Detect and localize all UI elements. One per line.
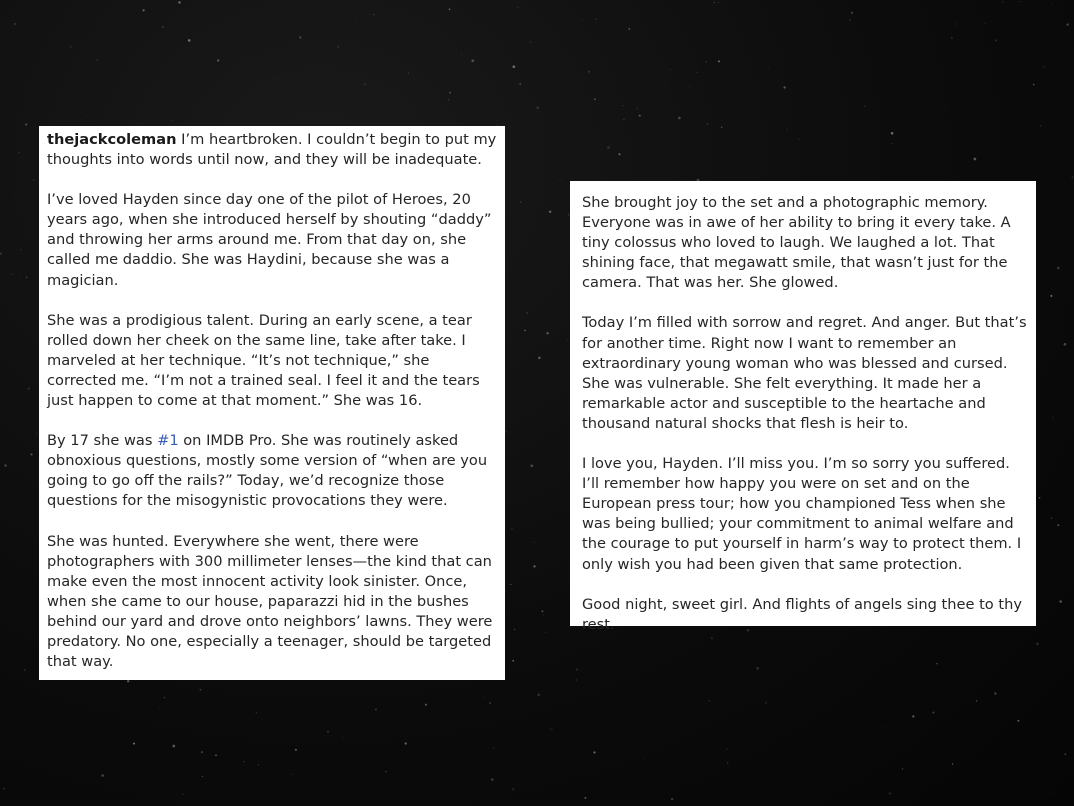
rank-text-before: By 17 she was xyxy=(47,432,158,450)
dust-speck xyxy=(727,762,728,763)
dust-speck xyxy=(1039,720,1040,721)
dust-speck xyxy=(798,138,800,140)
dust-speck xyxy=(1020,1,1021,2)
dust-speck xyxy=(671,798,673,800)
dust-speck xyxy=(19,152,21,154)
dust-speck xyxy=(576,668,578,670)
dust-speck xyxy=(714,2,716,4)
dust-speck xyxy=(705,61,707,63)
dust-speck xyxy=(514,629,515,630)
dust-speck xyxy=(696,72,698,74)
dust-speck xyxy=(1044,265,1045,266)
dust-speck xyxy=(536,107,539,110)
post-username[interactable]: thejackcoleman xyxy=(47,131,177,148)
dust-speck xyxy=(4,464,6,466)
dust-speck xyxy=(567,760,568,761)
dust-speck xyxy=(127,680,129,682)
dust-speck xyxy=(765,702,766,703)
dust-speck xyxy=(36,432,38,434)
dust-speck xyxy=(11,273,13,275)
dust-speck xyxy=(519,83,521,85)
dust-speck xyxy=(985,23,986,24)
dust-speck xyxy=(955,23,956,24)
dust-speck xyxy=(1066,23,1068,25)
dust-speck xyxy=(727,749,728,750)
post-paragraph: Good night, sweet girl. And flights of angels sing thee to thy rest. xyxy=(582,595,1022,633)
dust-speck xyxy=(143,9,145,11)
dust-speck xyxy=(567,339,568,340)
dust-speck xyxy=(31,453,33,455)
dust-speck xyxy=(520,201,521,202)
dust-speck xyxy=(0,253,2,255)
dust-speck xyxy=(1044,230,1045,231)
dust-speck xyxy=(28,387,30,389)
dust-speck xyxy=(299,36,301,38)
dust-speck xyxy=(7,156,8,157)
dust-speck xyxy=(273,80,274,81)
dust-speck xyxy=(1036,642,1039,645)
dust-speck xyxy=(81,88,82,89)
dust-speck xyxy=(1072,177,1073,178)
dust-speck xyxy=(32,179,35,182)
dust-speck xyxy=(787,129,788,130)
dust-speck xyxy=(768,67,769,68)
post-paragraph: I love you, Hayden. I’ll miss you. I’m so sorry you suffered. I’ll remember how happy you were on set and on the European press tour; how you championed Tess when she was being bullied; your commitment to animal welfare and the courage to put yourself in harm’s way to protect them. I only wish you had been given that same protection. xyxy=(582,455,1022,573)
post-paragraph: She brought joy to the set and a photographic memory. Everyone was in awe of her ability to bring it every take. A tiny colossus who loved to laugh. We laughed a lot. That shining face, that megawatt smile, that wasn’t just for the camera. That was her. She glowed. xyxy=(582,194,1011,292)
dust-speck xyxy=(1003,1,1004,2)
dust-speck xyxy=(70,46,71,47)
dust-speck xyxy=(718,60,720,62)
dust-speck xyxy=(706,704,707,705)
dust-speck xyxy=(593,751,595,753)
dust-speck xyxy=(994,692,996,694)
dust-speck xyxy=(133,743,135,745)
dust-speck xyxy=(526,452,527,453)
dust-speck xyxy=(171,120,172,121)
dust-speck xyxy=(851,12,853,14)
dust-speck xyxy=(545,632,546,633)
dust-speck xyxy=(425,704,427,706)
dust-speck xyxy=(1057,267,1060,270)
dust-speck xyxy=(512,660,514,662)
dust-speck xyxy=(178,1,180,3)
dust-speck xyxy=(461,742,462,743)
dust-speck xyxy=(373,14,374,15)
dust-speck xyxy=(644,758,645,759)
dust-speck xyxy=(607,146,609,148)
dust-speck xyxy=(946,104,947,105)
dust-speck xyxy=(182,794,183,795)
dust-speck xyxy=(448,99,449,100)
post-paragraph: I’ve loved Hayden since day one of the pilot of Heroes, 20 years ago, when she introduced herself by shouting “daddy” and throwing her arms around me. From that day on, she called me daddio. She was Haydini, because she was a magician. xyxy=(47,191,492,289)
dust-speck xyxy=(594,98,596,100)
dust-speck xyxy=(1043,66,1045,68)
dust-speck xyxy=(513,65,516,68)
dust-speck xyxy=(1033,84,1035,86)
dust-speck xyxy=(164,697,165,698)
dust-speck xyxy=(549,210,552,213)
dust-speck xyxy=(537,694,539,696)
dust-speck xyxy=(256,712,258,714)
dust-speck xyxy=(588,71,590,73)
dust-speck xyxy=(864,106,865,107)
dust-speck xyxy=(849,19,851,21)
dust-speck xyxy=(538,357,541,360)
dust-speck xyxy=(405,742,407,744)
dust-speck xyxy=(623,119,625,121)
dust-speck xyxy=(628,28,630,30)
dust-speck xyxy=(976,700,978,702)
post-card-left xyxy=(39,126,505,680)
dust-speck xyxy=(595,19,596,20)
dust-speck xyxy=(202,776,203,777)
dust-speck xyxy=(550,728,553,731)
dust-speck xyxy=(560,180,561,181)
dust-speck xyxy=(530,41,531,42)
post-paragraph: Today I’m filled with sorrow and regret. And anger. But that’s for another time. Right now I want to remember an extraordinary young woman who was blessed and cursed. She was vulnerable. She felt everything. It made her a remarkable actor and susceptible to the heartache and thousand natural shocks that flesh is heir to. xyxy=(582,314,1027,432)
post-paragraph-rank xyxy=(47,431,497,511)
dust-speck xyxy=(530,464,533,467)
dust-speck xyxy=(849,110,850,111)
dust-speck xyxy=(489,702,491,704)
intro-text: I’m heartbroken. I couldn’t begin to put my thoughts into words until now, and they will be inadequate. xyxy=(47,131,497,169)
post-paragraph: She was hunted. Everywhere she went, there were photographers with 300 millimeter lenses—the kind that can make even the most innocent activity look sinister. Once, when she came to our house, paparazzi hid in the bushes behind our yard and drove onto neighbors’ lawns. They were predatory. No one, especially a teenager, should be targeted that way. xyxy=(47,532,493,671)
dust-speck xyxy=(215,754,217,756)
dust-speck xyxy=(543,614,544,615)
post-paragraph: She was a prodigious talent. During an early scene, a tear rolled down her cheek on the same line, take after take. I marveled at her technique. “It’s not technique,” she corrected me. “I’m not a trained seal. I feel it and the tears just happen to come at that moment.” She was 16. xyxy=(47,311,480,410)
dust-speck xyxy=(718,2,719,3)
dust-speck xyxy=(172,745,175,748)
dust-speck xyxy=(510,584,511,585)
dust-speck xyxy=(711,637,713,639)
dust-speck xyxy=(258,764,259,765)
dust-speck xyxy=(678,117,681,120)
dust-speck xyxy=(24,669,25,670)
dust-speck xyxy=(902,768,903,769)
dust-speck xyxy=(689,86,690,87)
dust-speck xyxy=(25,123,27,125)
dust-speck xyxy=(14,197,15,198)
dust-speck xyxy=(576,680,577,681)
dust-speck xyxy=(1051,4,1052,5)
dust-speck xyxy=(291,773,292,774)
dust-speck xyxy=(524,330,526,332)
dust-speck xyxy=(1049,792,1050,793)
dust-speck xyxy=(364,83,366,85)
dust-speck xyxy=(891,132,894,135)
dust-speck xyxy=(1064,753,1066,755)
dust-speck xyxy=(159,708,160,709)
dust-speck xyxy=(26,276,28,278)
dust-speck xyxy=(783,86,785,88)
dust-speck xyxy=(461,54,462,55)
dust-speck xyxy=(1039,497,1041,499)
dust-speck xyxy=(951,37,953,39)
rank-text-after: on IMDB Pro. She was routinely asked obnoxious questions, mostly some version of “when are you going to go off the rails?” Today, we’d recognize those questions for the misogynistic provocations they were. xyxy=(47,432,488,510)
dust-speck xyxy=(491,778,494,781)
dust-speck xyxy=(622,105,623,106)
dust-speck xyxy=(1050,295,1052,297)
dust-speck xyxy=(995,39,997,41)
dust-speck xyxy=(670,69,671,70)
dust-speck xyxy=(200,689,202,691)
dust-speck xyxy=(1040,125,1042,127)
dust-speck xyxy=(1046,143,1047,144)
dust-speck xyxy=(923,650,924,651)
dust-speck xyxy=(482,696,483,697)
dust-speck xyxy=(355,22,356,23)
dust-speck xyxy=(691,757,692,758)
dust-speck xyxy=(217,59,219,61)
dust-speck xyxy=(721,126,723,128)
dust-speck xyxy=(584,797,586,799)
post-caption-intro xyxy=(47,130,497,170)
dust-speck xyxy=(932,711,934,713)
dust-speck xyxy=(974,158,977,161)
dust-speck xyxy=(546,332,548,334)
dust-speck xyxy=(518,7,519,8)
dust-speck xyxy=(295,749,297,751)
dust-speck xyxy=(343,738,344,739)
dust-speck xyxy=(14,23,15,24)
dust-speck xyxy=(1064,343,1067,346)
dust-speck xyxy=(756,11,757,12)
dust-speck xyxy=(1017,720,1019,722)
dust-speck xyxy=(891,143,892,144)
dust-speck xyxy=(656,744,657,745)
dust-speck xyxy=(493,747,495,749)
dust-speck xyxy=(281,757,282,758)
dust-speck xyxy=(188,39,191,42)
dust-speck xyxy=(0,392,1,394)
dust-speck xyxy=(385,771,386,772)
dust-speck xyxy=(707,123,709,125)
dust-speck xyxy=(756,667,759,670)
dust-speck xyxy=(96,59,98,61)
dust-speck xyxy=(20,249,22,251)
dust-speck xyxy=(505,431,507,433)
dust-speck xyxy=(533,565,535,567)
dust-speck xyxy=(542,611,544,613)
dust-speck xyxy=(181,30,182,31)
dust-speck xyxy=(952,763,953,764)
dust-speck xyxy=(1052,417,1053,418)
dust-speck xyxy=(749,658,750,659)
dust-speck xyxy=(21,274,22,275)
dust-speck xyxy=(471,59,474,62)
dust-speck xyxy=(912,715,914,717)
dust-speck xyxy=(1059,600,1062,603)
dust-speck xyxy=(327,731,329,733)
dust-speck xyxy=(973,645,974,646)
dust-speck xyxy=(512,788,515,791)
dust-speck xyxy=(709,700,710,701)
dust-speck xyxy=(511,528,513,530)
dust-speck xyxy=(1057,524,1059,526)
dust-speck xyxy=(375,708,377,710)
dust-speck xyxy=(525,236,526,237)
dust-speck xyxy=(665,80,666,81)
dust-speck xyxy=(337,46,339,48)
dust-speck xyxy=(639,115,641,117)
dust-speck xyxy=(936,663,937,664)
hashtag-link[interactable]: #1 xyxy=(157,432,179,450)
dust-speck xyxy=(3,788,5,790)
dust-speck xyxy=(582,19,583,20)
dust-speck xyxy=(889,792,891,794)
dust-speck xyxy=(83,710,84,711)
dust-speck xyxy=(101,774,103,776)
dust-speck xyxy=(162,26,164,28)
dust-speck xyxy=(1051,518,1053,520)
dust-speck xyxy=(526,312,527,313)
dust-speck xyxy=(637,108,638,109)
dust-speck xyxy=(449,92,451,94)
dust-speck xyxy=(314,99,315,100)
dust-speck xyxy=(618,153,620,155)
dust-speck xyxy=(534,542,535,543)
post-card-right xyxy=(570,181,1036,633)
dust-speck xyxy=(449,8,451,10)
dust-speck xyxy=(407,72,409,74)
dust-speck xyxy=(201,751,203,753)
dust-speck xyxy=(244,761,245,762)
dust-speck xyxy=(883,727,884,728)
dust-speck xyxy=(87,116,88,117)
